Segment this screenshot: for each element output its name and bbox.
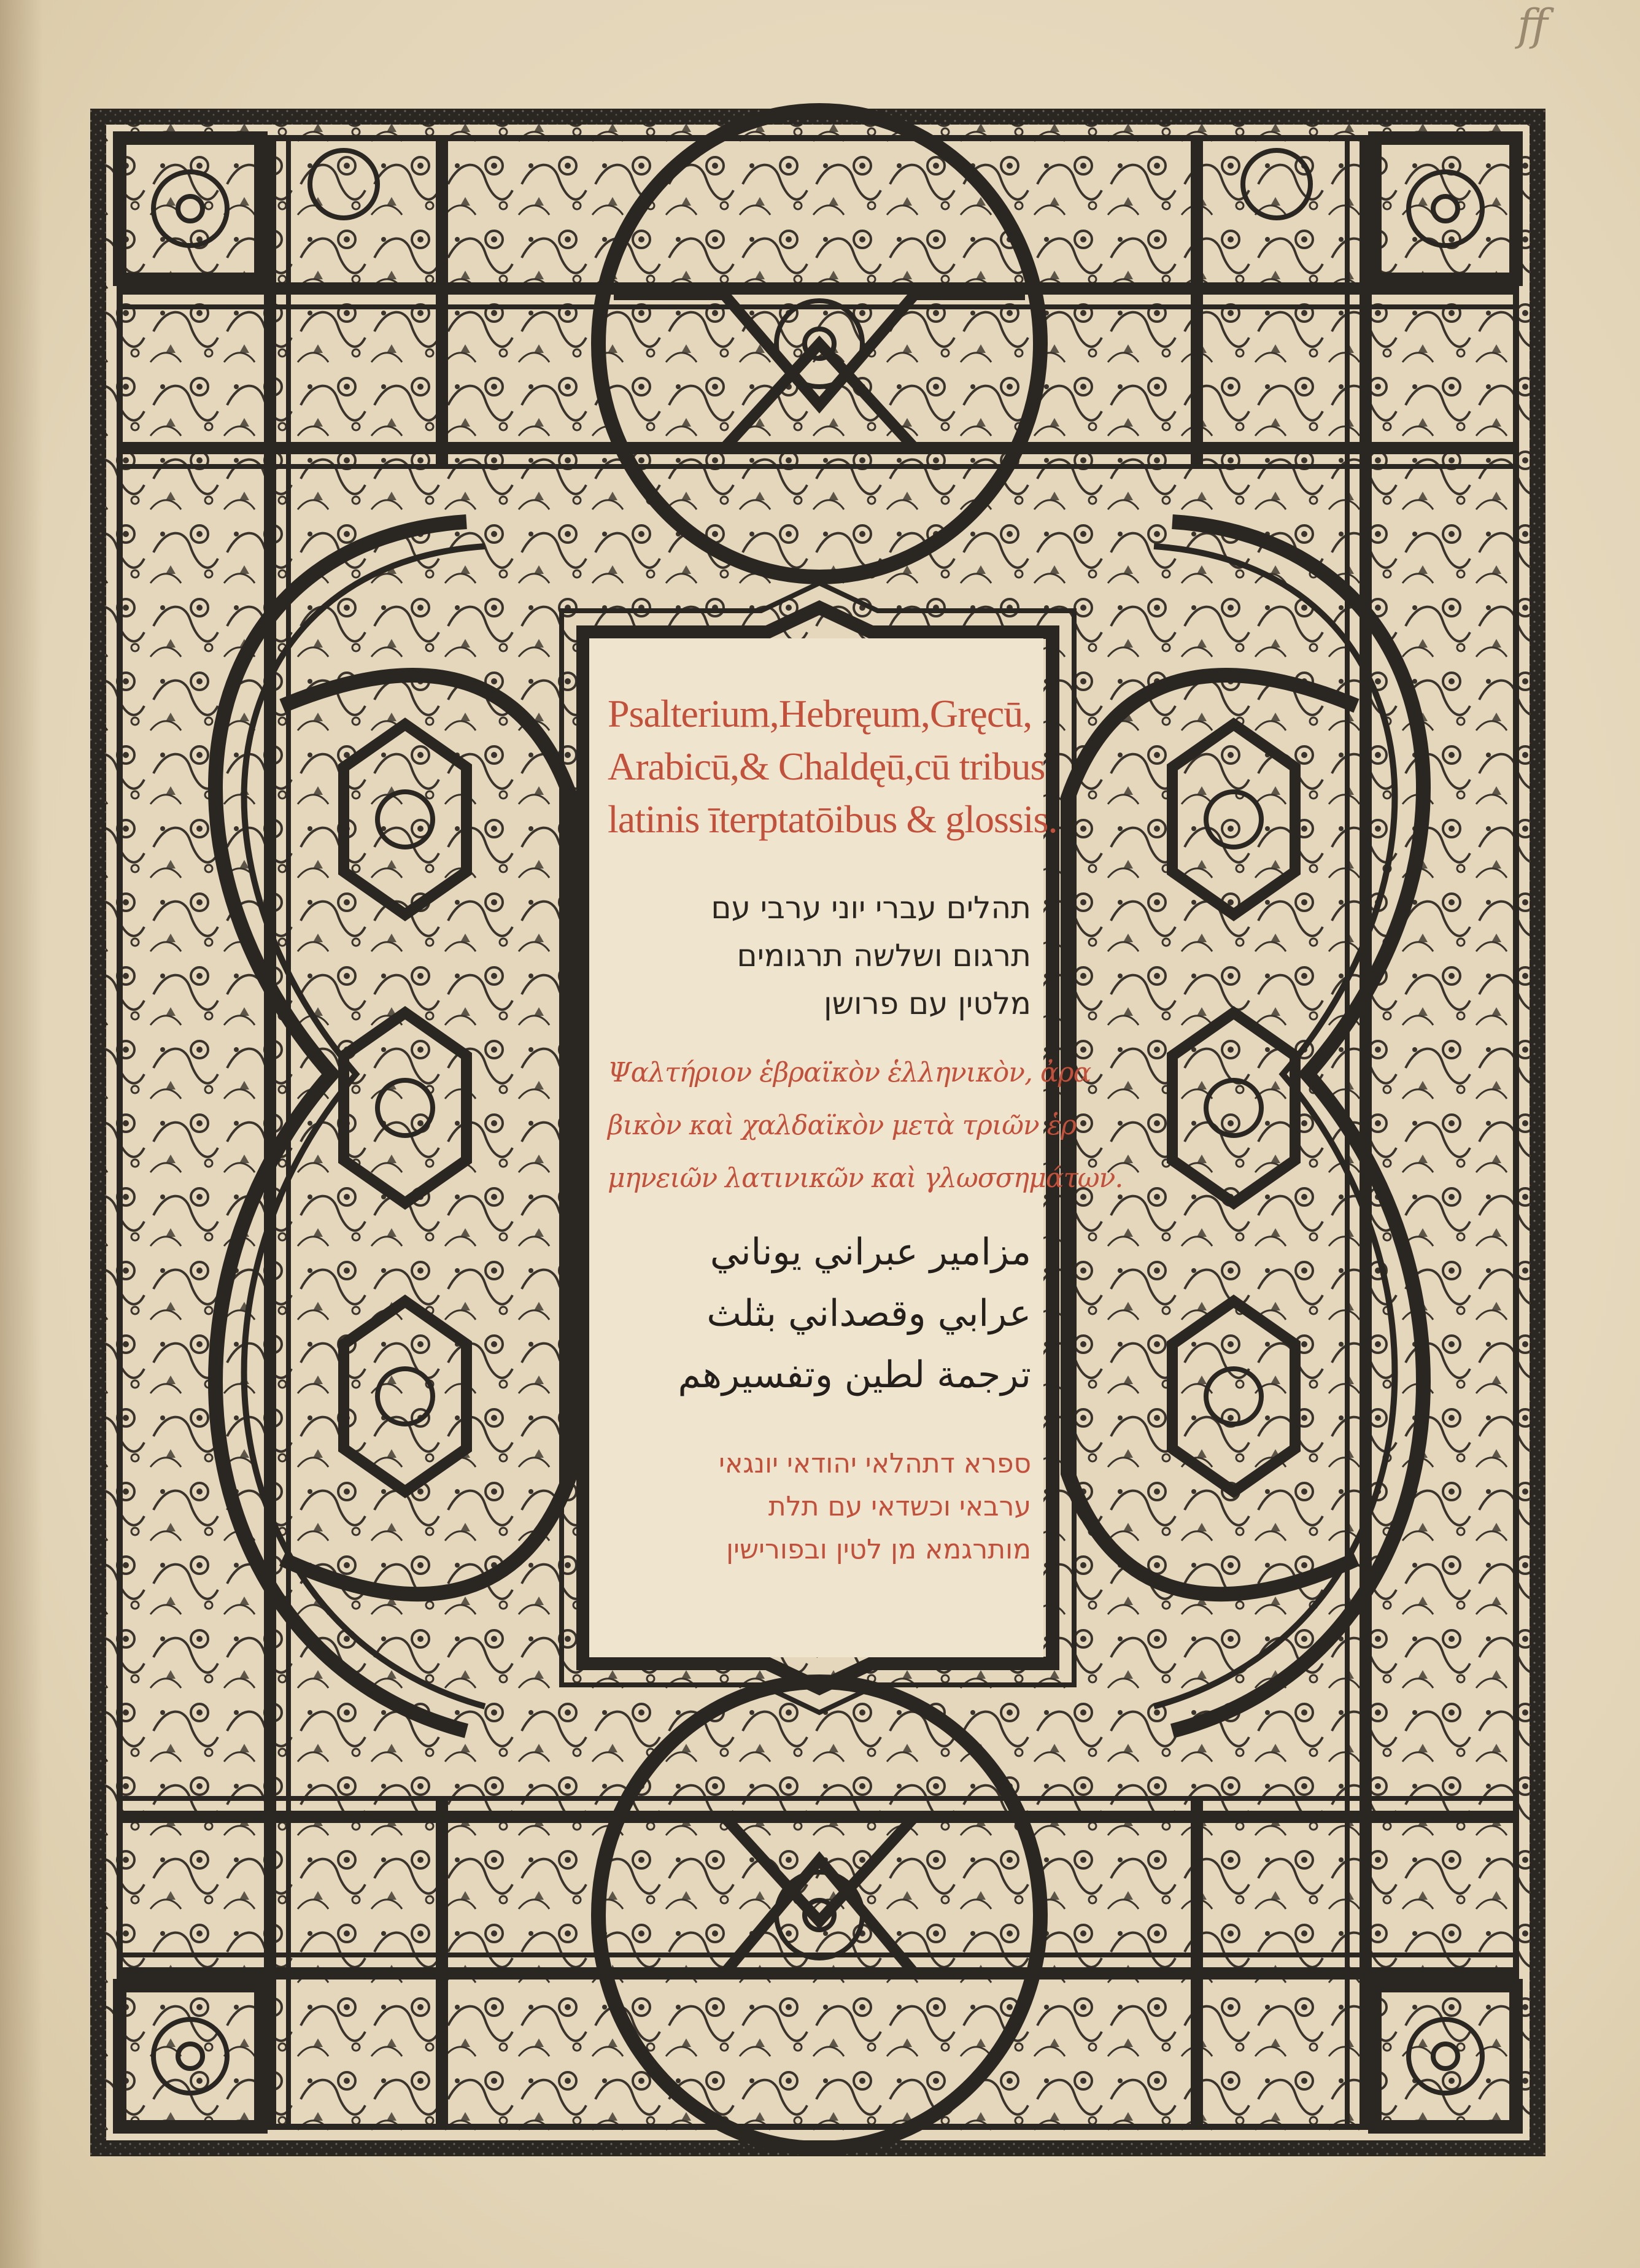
- title-aramaic-line: ערבאי וכשדאי עם תלת: [768, 1491, 1031, 1522]
- title-hebrew: [608, 884, 1031, 1028]
- title-aramaic-line: מותרגמא מן לטין ובפורישין: [726, 1534, 1031, 1565]
- title-arabic-line: مزامير عبراني يوناني: [710, 1231, 1031, 1274]
- title-latin-line: Arabicū,& Chaldęū,cū tribus: [608, 745, 1045, 788]
- title-hebrew-line: מלטין עם פרושן: [824, 986, 1031, 1021]
- folio-mark: ff: [1517, 0, 1548, 50]
- title-arabic-line: ترجمة لطين وتفسيرهم: [678, 1353, 1031, 1396]
- title-latin-line: Psalterium,Hebręum,Gręcū,: [608, 692, 1032, 735]
- title-greek-line: βικὸν καὶ χαλδαϊκὸν μετὰ τριῶν ἑρ: [608, 1110, 1077, 1141]
- title-greek-line: μηνειῶν λατινικῶν καὶ γλωσσημάτων.: [608, 1163, 1123, 1194]
- title-greek-line: Ψαλτήριον ἑβραϊκὸν ἑλληνικὸν, ἀρα: [608, 1057, 1091, 1088]
- title-arabic: [608, 1221, 1031, 1406]
- title-latin: [608, 687, 1058, 846]
- title-arabic-line: عرابي وقصداني بثلث: [706, 1292, 1031, 1335]
- title-aramaic-line: ספרא דתהלאי יהודאי יונגאי: [719, 1448, 1031, 1479]
- title-greek: [608, 1047, 1123, 1205]
- title-hebrew-line: תהלים עברי יוני ערבי עם: [711, 890, 1031, 926]
- title-latin-line: latinis īterptatōibus & glossis.: [608, 797, 1058, 841]
- title-aramaic: [608, 1442, 1031, 1571]
- title-hebrew-line: תרגום ושלשה תרגומים: [737, 938, 1031, 973]
